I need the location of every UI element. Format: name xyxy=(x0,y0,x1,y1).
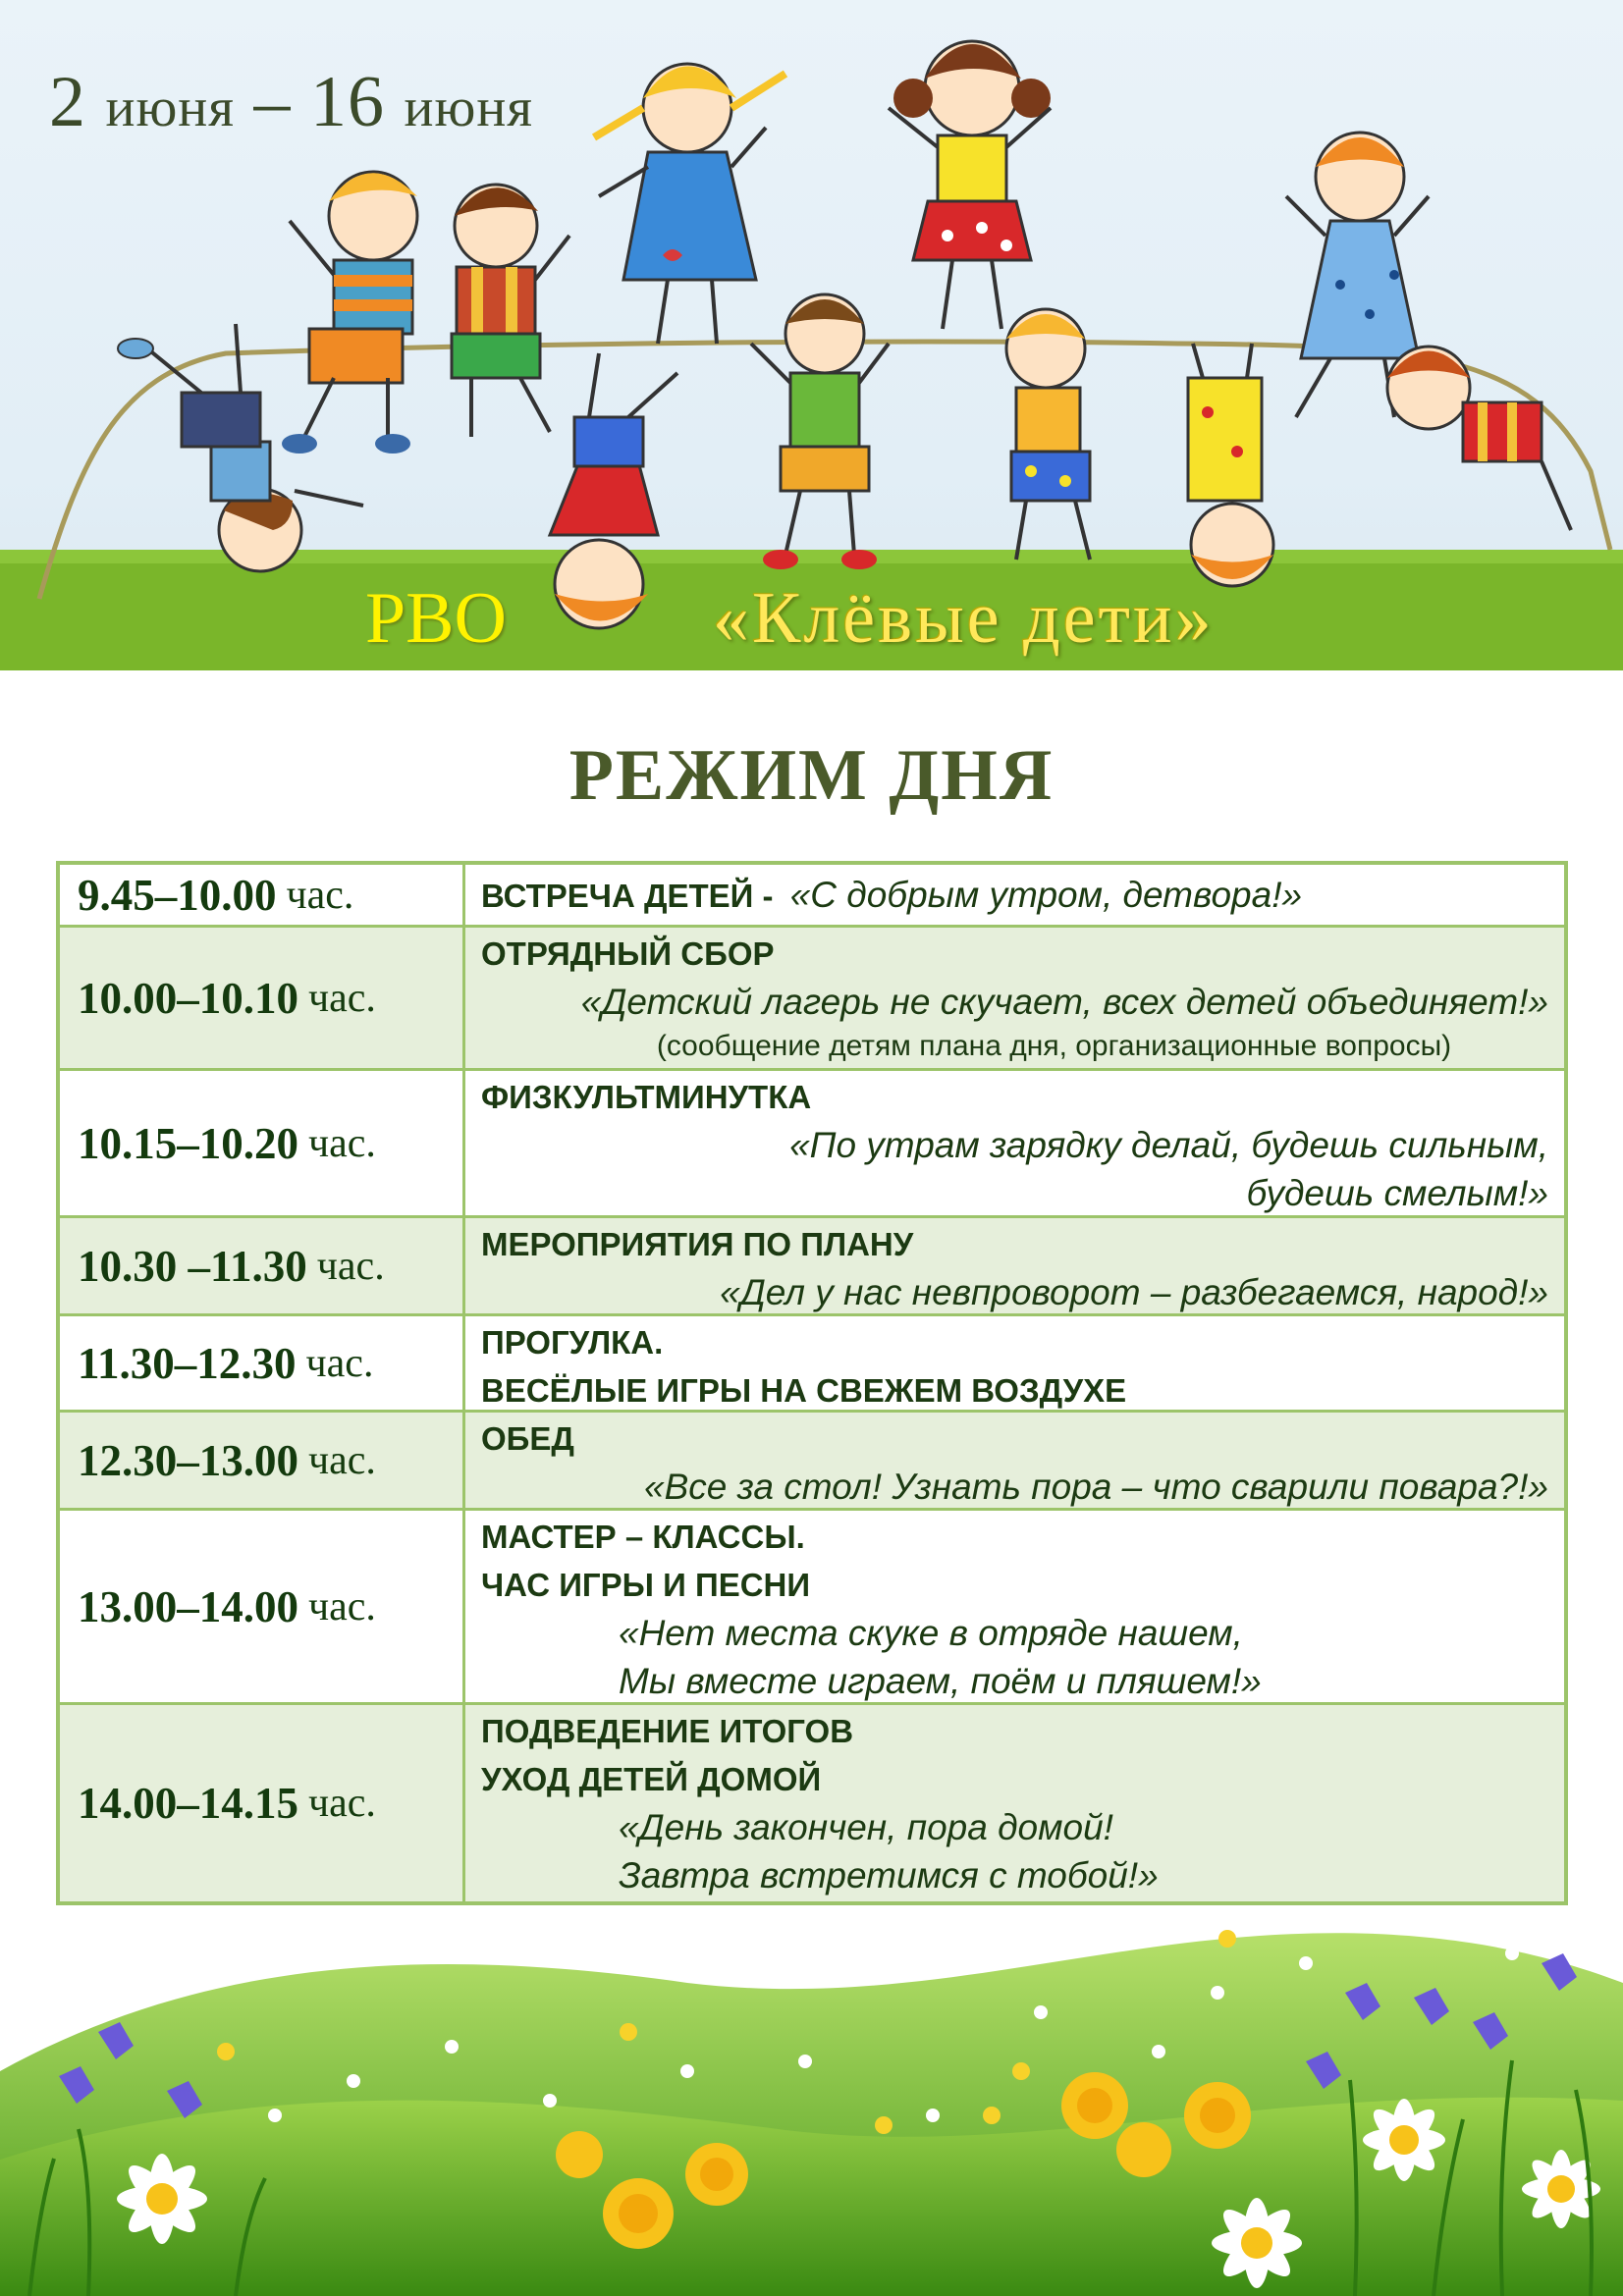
date-end-month: июня xyxy=(404,78,534,138)
activity-heading: ВСТРЕЧА ДЕТЕЙ - xyxy=(481,878,774,914)
activity-cell xyxy=(465,1511,1564,1702)
activity-heading: МЕРОПРИЯТИЯ ПО ПЛАНУ xyxy=(481,1226,914,1262)
header-banner xyxy=(0,0,1623,670)
time-cell xyxy=(60,928,465,1068)
time-cell xyxy=(60,1071,465,1215)
activity-heading: ЧАС ИГРЫ И ПЕСНИ xyxy=(481,1567,811,1603)
time-cell xyxy=(60,1413,465,1508)
schedule-row xyxy=(60,1705,1564,1901)
time-range: 9.45–10.00 xyxy=(78,870,277,920)
activity-quote: Завтра встретимся с тобой!» xyxy=(619,1855,1159,1896)
schedule-row xyxy=(60,1218,1564,1316)
time-unit: час. xyxy=(308,1781,376,1826)
activity-quote: «Нет места скуке в отряде нашем, xyxy=(619,1613,1243,1653)
time-unit: час. xyxy=(316,1243,385,1289)
camp-name: «Клёвые дети» xyxy=(713,578,1215,659)
activity-quote: «Дел у нас невпроворот – разбегаемся, народ!» xyxy=(720,1272,1548,1312)
activity-quote: «Все за стол! Узнать пора – что сварили повара?!» xyxy=(644,1467,1548,1507)
time-cell xyxy=(60,1705,465,1901)
page-title: РЕЖИМ ДНЯ xyxy=(568,735,1055,816)
child-figure xyxy=(594,64,785,344)
activity-heading: ОБЕД xyxy=(481,1420,574,1457)
activity-note: (сообщение детям плана дня, организационные вопросы) xyxy=(656,1030,1452,1062)
time-unit: час. xyxy=(286,872,354,918)
time-range: 13.00–14.00 xyxy=(78,1581,298,1631)
time-range: 10.00–10.10 xyxy=(78,973,298,1023)
activity-quote: «Детский лагерь не скучает, всех детей объединяет!» xyxy=(580,982,1548,1022)
activity-heading: ПОДВЕДЕНИЕ ИТОГОВ xyxy=(481,1713,854,1749)
schedule-row xyxy=(60,865,1564,928)
activity-quote: будешь смелым!» xyxy=(1246,1173,1548,1213)
time-cell xyxy=(60,1511,465,1702)
child-figure xyxy=(751,294,889,569)
activity-heading: ПРОГУЛКА. xyxy=(481,1324,664,1361)
time-unit: час. xyxy=(308,975,376,1021)
organization-label: РВО xyxy=(365,578,507,659)
time-cell xyxy=(60,865,465,925)
child-figure xyxy=(1006,309,1090,560)
time-range: 10.30 –11.30 xyxy=(78,1241,307,1291)
activity-cell xyxy=(465,1316,1564,1410)
activity-cell xyxy=(465,865,1564,925)
activity-heading: УХОД ДЕТЕЙ ДОМОЙ xyxy=(481,1761,822,1797)
date-end-number: 16 xyxy=(310,62,386,142)
activity-heading: ФИЗКУЛЬТМИНУТКА xyxy=(481,1079,812,1115)
meadow-illustration xyxy=(0,1904,1623,2296)
schedule-row xyxy=(60,1316,1564,1413)
date-range xyxy=(49,61,533,144)
date-dash: – xyxy=(253,62,292,142)
activity-cell xyxy=(465,1705,1564,1901)
activity-heading: МАСТЕР – КЛАССЫ. xyxy=(481,1519,805,1555)
time-unit: час. xyxy=(308,1583,376,1629)
child-figure xyxy=(452,185,569,437)
time-cell xyxy=(60,1316,465,1410)
time-range: 11.30–12.30 xyxy=(78,1338,297,1388)
time-range: 14.00–14.15 xyxy=(78,1779,298,1828)
date-start-month: июня xyxy=(105,78,236,138)
activity-quote: «День закончен, пора домой! xyxy=(619,1807,1113,1847)
activity-quote: Мы вместе играем, поём и пляшем!» xyxy=(619,1661,1262,1701)
date-start-number: 2 xyxy=(49,62,86,142)
activity-heading: ОТРЯДНЫЙ СБОР xyxy=(481,935,775,972)
child-figure xyxy=(1188,344,1273,586)
time-unit: час. xyxy=(305,1340,374,1386)
activity-cell xyxy=(465,1413,1564,1508)
schedule-row xyxy=(60,1413,1564,1511)
activity-cell xyxy=(465,928,1564,1068)
activity-quote: «С добрым утром, детвора!» xyxy=(789,875,1303,915)
schedule-row xyxy=(60,1071,1564,1218)
time-unit: час. xyxy=(308,1437,376,1483)
time-range: 12.30–13.00 xyxy=(78,1435,298,1485)
schedule-row xyxy=(60,928,1564,1071)
activity-quote: «По утрам зарядку делай, будешь сильным, xyxy=(789,1125,1548,1165)
activity-cell xyxy=(465,1218,1564,1313)
time-unit: час. xyxy=(308,1120,376,1166)
child-figure xyxy=(889,41,1051,329)
activity-cell xyxy=(465,1071,1564,1215)
time-cell xyxy=(60,1218,465,1313)
activity-heading: ВЕСЁЛЫЕ ИГРЫ НА СВЕЖЕМ ВОЗДУХЕ xyxy=(481,1372,1127,1409)
time-range: 10.15–10.20 xyxy=(78,1118,298,1168)
schedule-row xyxy=(60,1511,1564,1705)
child-figure xyxy=(282,172,417,454)
schedule-table xyxy=(56,861,1568,1905)
